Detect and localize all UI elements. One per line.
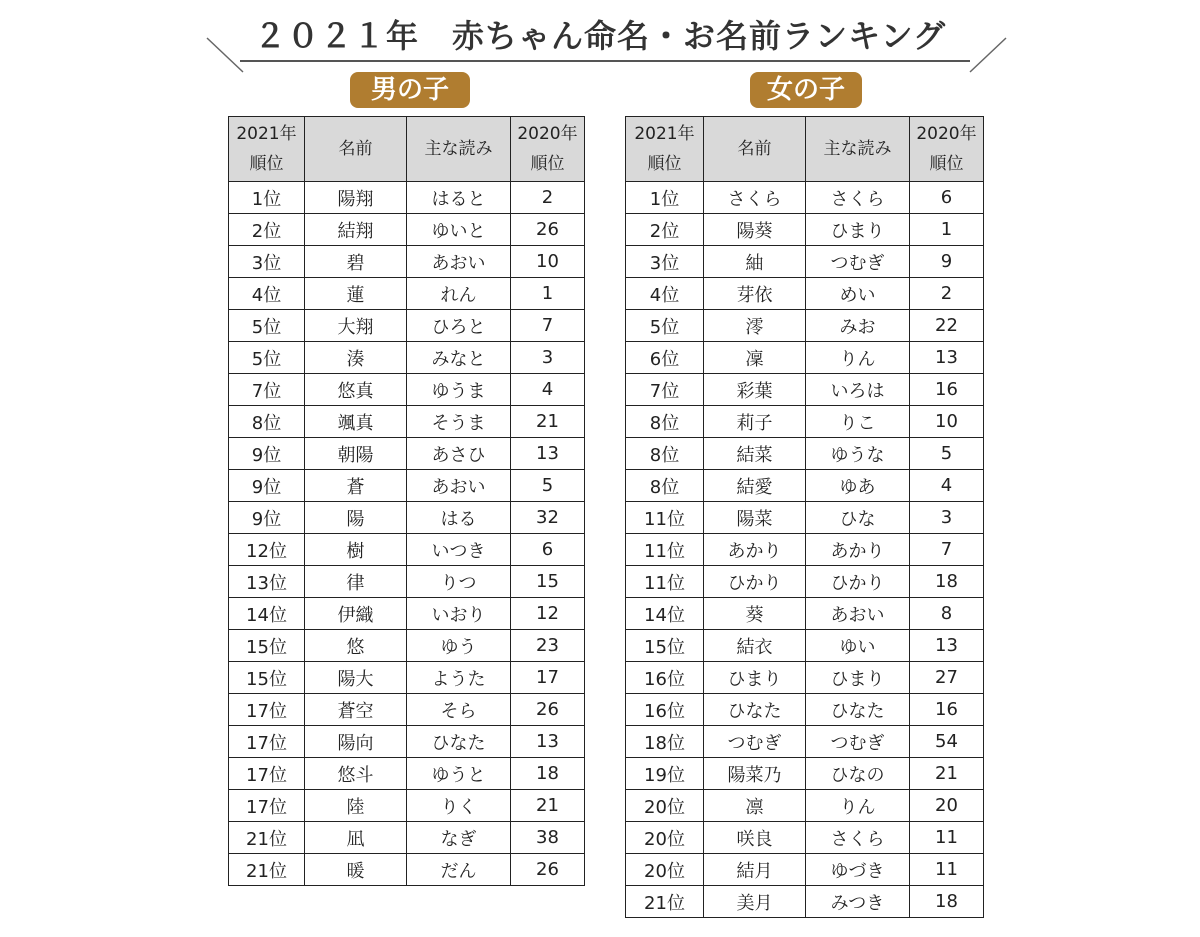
name-cell: 凜	[704, 342, 806, 374]
name-cell: 蒼	[305, 470, 407, 502]
name-cell: 咲良	[704, 822, 806, 854]
reading-cell: あおい	[407, 246, 511, 278]
prev-rank-cell: 26	[511, 854, 585, 886]
table-row	[229, 438, 585, 470]
table-row	[229, 822, 585, 854]
reading-cell: はると	[407, 182, 511, 214]
name-cell: さくら	[704, 182, 806, 214]
rank-cell: 17位	[229, 726, 305, 758]
rank-cell: 2位	[626, 214, 704, 246]
rank-cell: 15位	[229, 630, 305, 662]
rank-cell: 3位	[229, 246, 305, 278]
name-cell: 陽菜乃	[704, 758, 806, 790]
reading-cell: ひろと	[407, 310, 511, 342]
table-row	[626, 534, 984, 566]
name-cell: 凪	[305, 822, 407, 854]
prev-rank-cell: 3	[511, 342, 585, 374]
rank-cell: 17位	[229, 694, 305, 726]
prev-rank-cell: 12	[511, 598, 585, 630]
reading-cell: ゆうな	[806, 438, 910, 470]
rank-cell: 12位	[229, 534, 305, 566]
table-row	[626, 694, 984, 726]
table-row	[626, 822, 984, 854]
table-row	[626, 470, 984, 502]
rank-cell: 21位	[229, 854, 305, 886]
rank-cell: 17位	[229, 790, 305, 822]
name-cell: 陽葵	[704, 214, 806, 246]
rank-cell: 21位	[229, 822, 305, 854]
reading-cell: いおり	[407, 598, 511, 630]
prev-rank-cell: 26	[511, 214, 585, 246]
name-cell: 大翔	[305, 310, 407, 342]
reading-cell: つむぎ	[806, 246, 910, 278]
prev-rank-cell: 6	[511, 534, 585, 566]
rank-cell: 1位	[626, 182, 704, 214]
reading-cell: あかり	[806, 534, 910, 566]
rank-cell: 21位	[626, 886, 704, 918]
rank-cell: 5位	[229, 310, 305, 342]
prev-rank-cell: 21	[511, 790, 585, 822]
prev-rank-cell: 13	[910, 342, 984, 374]
table-row	[626, 854, 984, 886]
rank-cell: 8位	[229, 406, 305, 438]
table-header-row	[229, 117, 585, 182]
prev-rank-cell: 5	[910, 438, 984, 470]
table-row	[229, 470, 585, 502]
rank-cell: 3位	[626, 246, 704, 278]
prev-rank-cell: 3	[910, 502, 984, 534]
rank-cell: 13位	[229, 566, 305, 598]
reading-cell: りん	[806, 342, 910, 374]
reading-cell: めい	[806, 278, 910, 310]
reading-cell: つむぎ	[806, 726, 910, 758]
name-cell: 澪	[704, 310, 806, 342]
reading-cell: なぎ	[407, 822, 511, 854]
prev-rank-cell: 13	[511, 438, 585, 470]
header-rank-2021: 2021年 順位	[626, 117, 704, 182]
prev-rank-cell: 27	[910, 662, 984, 694]
rank-cell: 7位	[626, 374, 704, 406]
girls-ranking-table	[625, 116, 984, 918]
prev-rank-cell: 16	[910, 694, 984, 726]
name-cell: 結菜	[704, 438, 806, 470]
rank-cell: 20位	[626, 790, 704, 822]
title-underline	[240, 60, 970, 62]
table-row	[229, 310, 585, 342]
prev-rank-cell: 38	[511, 822, 585, 854]
name-cell: 悠	[305, 630, 407, 662]
table-row	[229, 790, 585, 822]
table-row	[229, 694, 585, 726]
rank-cell: 15位	[229, 662, 305, 694]
reading-cell: りん	[806, 790, 910, 822]
reading-cell: みつき	[806, 886, 910, 918]
prev-rank-cell: 13	[910, 630, 984, 662]
rank-cell: 18位	[626, 726, 704, 758]
table-row	[626, 278, 984, 310]
reading-cell: あおい	[407, 470, 511, 502]
prev-rank-cell: 18	[910, 566, 984, 598]
name-cell: 結月	[704, 854, 806, 886]
prev-rank-cell: 21	[910, 758, 984, 790]
rank-cell: 9位	[229, 502, 305, 534]
prev-rank-cell: 18	[910, 886, 984, 918]
rank-cell: 8位	[626, 438, 704, 470]
table-row	[229, 630, 585, 662]
rank-cell: 8位	[626, 406, 704, 438]
header-reading: 主な読み	[407, 117, 511, 182]
table-row	[229, 598, 585, 630]
reading-cell: みお	[806, 310, 910, 342]
rank-cell: 4位	[229, 278, 305, 310]
prev-rank-cell: 1	[910, 214, 984, 246]
name-cell: 美月	[704, 886, 806, 918]
rank-cell: 9位	[229, 438, 305, 470]
table-row	[229, 214, 585, 246]
header-rank-2020: 2020年 順位	[910, 117, 984, 182]
rank-cell: 2位	[229, 214, 305, 246]
name-cell: 律	[305, 566, 407, 598]
reading-cell: りつ	[407, 566, 511, 598]
header-name: 名前	[305, 117, 407, 182]
table-row	[229, 662, 585, 694]
reading-cell: ゆう	[407, 630, 511, 662]
reading-cell: ひな	[806, 502, 910, 534]
prev-rank-cell: 16	[910, 374, 984, 406]
name-cell: つむぎ	[704, 726, 806, 758]
name-cell: 暖	[305, 854, 407, 886]
prev-rank-cell: 18	[511, 758, 585, 790]
name-cell: 莉子	[704, 406, 806, 438]
name-cell: 颯真	[305, 406, 407, 438]
rank-cell: 11位	[626, 566, 704, 598]
name-cell: 陽菜	[704, 502, 806, 534]
table-row	[626, 310, 984, 342]
table-row	[626, 214, 984, 246]
reading-cell: だん	[407, 854, 511, 886]
prev-rank-cell: 7	[511, 310, 585, 342]
reading-cell: ひなた	[806, 694, 910, 726]
rank-cell: 7位	[229, 374, 305, 406]
reading-cell: いろは	[806, 374, 910, 406]
rank-cell: 16位	[626, 662, 704, 694]
prev-rank-cell: 4	[511, 374, 585, 406]
name-cell: ひまり	[704, 662, 806, 694]
name-cell: 芽依	[704, 278, 806, 310]
reading-cell: そうま	[407, 406, 511, 438]
reading-cell: ゆうま	[407, 374, 511, 406]
boys-label: 男の子	[350, 72, 470, 108]
table-row	[229, 406, 585, 438]
prev-rank-cell: 11	[910, 822, 984, 854]
right-decoration-line	[968, 30, 1008, 80]
prev-rank-cell: 20	[910, 790, 984, 822]
boys-ranking-table	[228, 116, 585, 886]
rank-cell: 11位	[626, 534, 704, 566]
name-cell: ひなた	[704, 694, 806, 726]
rank-cell: 11位	[626, 502, 704, 534]
table-row	[229, 342, 585, 374]
rank-cell: 20位	[626, 854, 704, 886]
reading-cell: ゆいと	[407, 214, 511, 246]
table-row	[626, 790, 984, 822]
prev-rank-cell: 32	[511, 502, 585, 534]
boys-table-body	[229, 182, 585, 886]
rank-cell: 15位	[626, 630, 704, 662]
rank-cell: 5位	[229, 342, 305, 374]
prev-rank-cell: 23	[511, 630, 585, 662]
reading-cell: ひかり	[806, 566, 910, 598]
name-cell: 湊	[305, 342, 407, 374]
prev-rank-cell: 9	[910, 246, 984, 278]
table-row	[626, 406, 984, 438]
rank-cell: 1位	[229, 182, 305, 214]
name-cell: 碧	[305, 246, 407, 278]
rank-cell: 16位	[626, 694, 704, 726]
name-cell: 悠斗	[305, 758, 407, 790]
reading-cell: ひまり	[806, 662, 910, 694]
name-cell: 陽向	[305, 726, 407, 758]
name-cell: 結翔	[305, 214, 407, 246]
rank-cell: 14位	[229, 598, 305, 630]
reading-cell: ゆい	[806, 630, 910, 662]
prev-rank-cell: 4	[910, 470, 984, 502]
prev-rank-cell: 2	[511, 182, 585, 214]
reading-cell: あさひ	[407, 438, 511, 470]
rank-cell: 9位	[229, 470, 305, 502]
table-row	[626, 566, 984, 598]
prev-rank-cell: 2	[910, 278, 984, 310]
reading-cell: そら	[407, 694, 511, 726]
prev-rank-cell: 7	[910, 534, 984, 566]
girls-table-body	[626, 182, 984, 918]
reading-cell: れん	[407, 278, 511, 310]
reading-cell: あおい	[806, 598, 910, 630]
reading-cell: さくら	[806, 182, 910, 214]
table-row	[626, 758, 984, 790]
rank-cell: 6位	[626, 342, 704, 374]
name-cell: 悠真	[305, 374, 407, 406]
header-rank-2020: 2020年 順位	[511, 117, 585, 182]
table-row	[229, 502, 585, 534]
name-cell: 紬	[704, 246, 806, 278]
name-cell: 陽翔	[305, 182, 407, 214]
header-rank-2021: 2021年 順位	[229, 117, 305, 182]
table-row	[626, 342, 984, 374]
rank-cell: 14位	[626, 598, 704, 630]
table-row	[229, 182, 585, 214]
table-row	[626, 726, 984, 758]
header-reading: 主な読み	[806, 117, 910, 182]
name-cell: 樹	[305, 534, 407, 566]
reading-cell: ひまり	[806, 214, 910, 246]
prev-rank-cell: 6	[910, 182, 984, 214]
page-title: ２０２１年 赤ちゃん命名・お名前ランキング	[253, 17, 947, 55]
name-cell: ひかり	[704, 566, 806, 598]
name-cell: 凛	[704, 790, 806, 822]
prev-rank-cell: 11	[910, 854, 984, 886]
reading-cell: ゆづき	[806, 854, 910, 886]
name-cell: 彩葉	[704, 374, 806, 406]
name-cell: 蒼空	[305, 694, 407, 726]
name-cell: 葵	[704, 598, 806, 630]
prev-rank-cell: 15	[511, 566, 585, 598]
name-cell: 陽	[305, 502, 407, 534]
header-name: 名前	[704, 117, 806, 182]
reading-cell: いつき	[407, 534, 511, 566]
table-row	[229, 278, 585, 310]
prev-rank-cell: 1	[511, 278, 585, 310]
table-row	[626, 246, 984, 278]
rank-cell: 5位	[626, 310, 704, 342]
reading-cell: ひなの	[806, 758, 910, 790]
name-cell: あかり	[704, 534, 806, 566]
table-row	[229, 534, 585, 566]
reading-cell: ようた	[407, 662, 511, 694]
girls-label: 女の子	[750, 72, 862, 108]
reading-cell: りく	[407, 790, 511, 822]
table-row	[626, 374, 984, 406]
table-row	[229, 246, 585, 278]
prev-rank-cell: 26	[511, 694, 585, 726]
reading-cell: りこ	[806, 406, 910, 438]
reading-cell: ゆうと	[407, 758, 511, 790]
name-cell: 蓮	[305, 278, 407, 310]
rank-cell: 20位	[626, 822, 704, 854]
name-cell: 朝陽	[305, 438, 407, 470]
name-cell: 陽大	[305, 662, 407, 694]
reading-cell: ゆあ	[806, 470, 910, 502]
rank-cell: 4位	[626, 278, 704, 310]
table-row	[626, 662, 984, 694]
prev-rank-cell: 21	[511, 406, 585, 438]
name-cell: 結愛	[704, 470, 806, 502]
reading-cell: さくら	[806, 822, 910, 854]
prev-rank-cell: 22	[910, 310, 984, 342]
prev-rank-cell: 8	[910, 598, 984, 630]
table-header-row	[626, 117, 984, 182]
rank-cell: 17位	[229, 758, 305, 790]
reading-cell: はる	[407, 502, 511, 534]
left-decoration-line	[205, 30, 245, 80]
table-row	[626, 886, 984, 918]
prev-rank-cell: 13	[511, 726, 585, 758]
table-row	[626, 182, 984, 214]
table-row	[229, 758, 585, 790]
rank-cell: 19位	[626, 758, 704, 790]
prev-rank-cell: 17	[511, 662, 585, 694]
reading-cell: ひなた	[407, 726, 511, 758]
name-cell: 陸	[305, 790, 407, 822]
table-row	[626, 598, 984, 630]
table-row	[229, 854, 585, 886]
name-cell: 伊織	[305, 598, 407, 630]
table-row	[626, 502, 984, 534]
rank-cell: 8位	[626, 470, 704, 502]
reading-cell: みなと	[407, 342, 511, 374]
prev-rank-cell: 10	[511, 246, 585, 278]
table-row	[229, 726, 585, 758]
table-row	[626, 438, 984, 470]
prev-rank-cell: 54	[910, 726, 984, 758]
prev-rank-cell: 5	[511, 470, 585, 502]
table-row	[626, 630, 984, 662]
prev-rank-cell: 10	[910, 406, 984, 438]
name-cell: 結衣	[704, 630, 806, 662]
table-row	[229, 374, 585, 406]
table-row	[229, 566, 585, 598]
